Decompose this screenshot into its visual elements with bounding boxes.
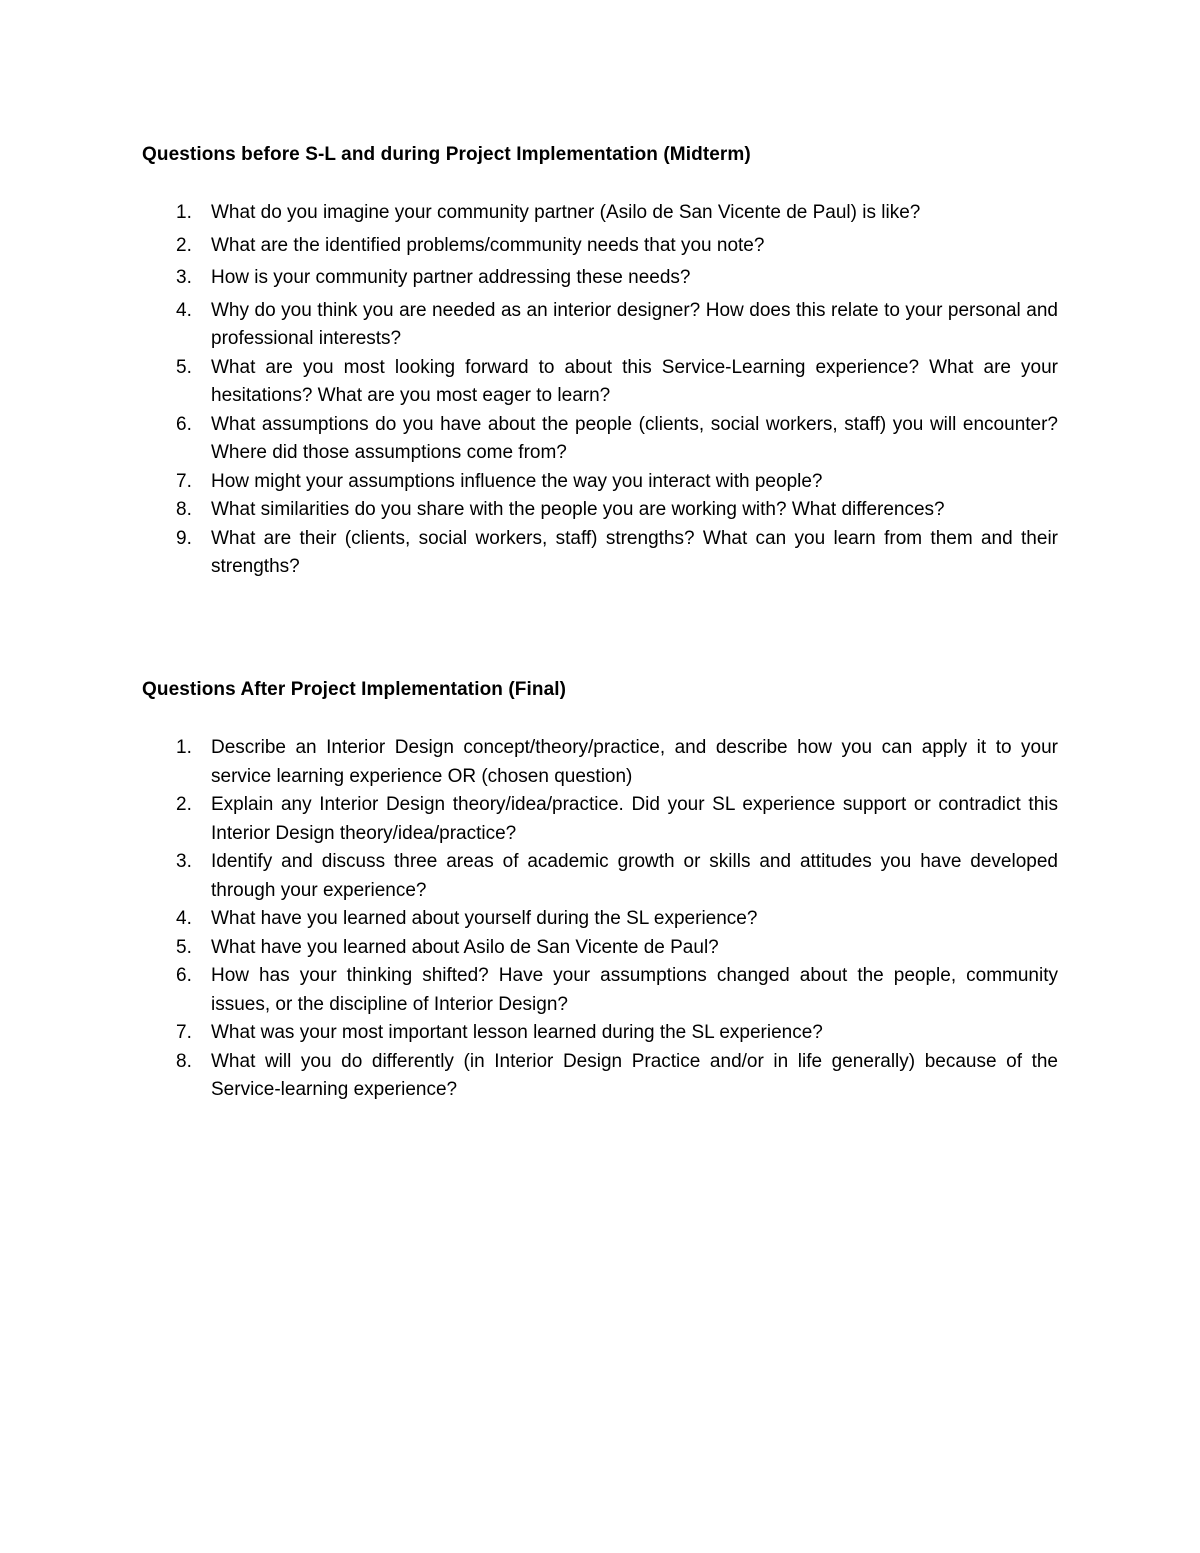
list-item-text: How might your assumptions influence the way you interact with people? bbox=[211, 470, 823, 492]
list-item-text: Why do you think you are needed as an interior designer? How does this relate to your personal and professional interests? bbox=[211, 299, 1058, 349]
list-item bbox=[142, 525, 1058, 582]
list-item-text: What have you learned about yourself during the SL experience? bbox=[211, 908, 758, 929]
list-item bbox=[142, 232, 1058, 261]
list-item-number: 5. bbox=[176, 936, 192, 958]
list-item bbox=[142, 934, 1058, 963]
list-item-text: What are you most looking forward to about this Service-Learning experience? What are your hesitations? What are you most eager to learn? bbox=[211, 356, 1058, 406]
final-questions-section bbox=[142, 677, 1058, 1105]
list-item-text: What are the identified problems/community needs that you note? bbox=[211, 234, 765, 256]
list-item bbox=[142, 354, 1058, 411]
list-item-text: What was your most important lesson learned during the SL experience? bbox=[211, 1022, 823, 1043]
final-heading: Questions After Project Implementation (Final) bbox=[142, 679, 567, 700]
list-item bbox=[142, 791, 1058, 848]
list-item-number: 8. bbox=[176, 1050, 192, 1072]
list-item bbox=[142, 1048, 1058, 1105]
list-item-text: Describe an Interior Design concept/theory/practice, and describe how you can apply it to your service learning experience OR (chosen question) bbox=[211, 737, 1058, 787]
list-item-number: 6. bbox=[176, 965, 192, 986]
list-item-number: 7. bbox=[176, 1022, 192, 1043]
list-item bbox=[142, 297, 1058, 354]
list-item-text: What will you do differently (in Interior Design Practice and/or in life generally) because of the Service-learning experience? bbox=[211, 1050, 1058, 1100]
list-item-text: What do you imagine your community partner (Asilo de San Vicente de Paul) is like? bbox=[211, 202, 921, 223]
list-item bbox=[142, 496, 1058, 525]
list-item bbox=[142, 468, 1058, 497]
list-item bbox=[142, 411, 1058, 468]
midterm-question-list bbox=[142, 199, 1058, 582]
list-item-number: 4. bbox=[176, 299, 192, 321]
final-question-list bbox=[142, 734, 1058, 1105]
list-item-text: How is your community partner addressing these needs? bbox=[211, 267, 691, 288]
list-item-number: 1. bbox=[176, 202, 192, 223]
list-item-text: What assumptions do you have about the people (clients, social workers, staff) you will encounter? Where did those assumptions come from? bbox=[211, 413, 1058, 463]
midterm-questions-section bbox=[142, 142, 1058, 582]
list-item-text: What are their (clients, social workers, staff) strengths? What can you learn from them and their strengths? bbox=[211, 527, 1058, 577]
list-item bbox=[142, 264, 1058, 293]
list-item-number: 9. bbox=[176, 527, 192, 549]
list-item-text: What similarities do you share with the people you are working with? What differences? bbox=[211, 499, 945, 520]
list-item-number: 3. bbox=[176, 851, 192, 872]
list-item-number: 1. bbox=[176, 737, 192, 758]
list-item-number: 5. bbox=[176, 356, 192, 378]
list-item-number: 6. bbox=[176, 413, 192, 435]
list-item-text: Explain any Interior Design theory/idea/practice. Did your SL experience support or contradict this Interior Design theory/idea/practice? bbox=[211, 794, 1058, 844]
list-item-number: 7. bbox=[176, 470, 192, 492]
list-item-text: Identify and discuss three areas of academic growth or skills and attitudes you have developed through your experience? bbox=[211, 851, 1058, 901]
list-item bbox=[142, 848, 1058, 905]
list-item bbox=[142, 199, 1058, 228]
list-item-number: 2. bbox=[176, 234, 192, 256]
list-item-number: 3. bbox=[176, 267, 192, 288]
list-item bbox=[142, 905, 1058, 934]
list-item-text: What have you learned about Asilo de San Vicente de Paul? bbox=[211, 936, 719, 958]
list-item-text: How has your thinking shifted? Have your assumptions changed about the people, community issues, or the discipline of Interior Design? bbox=[211, 965, 1058, 1015]
list-item bbox=[142, 1019, 1058, 1048]
list-item-number: 8. bbox=[176, 499, 192, 520]
list-item-number: 4. bbox=[176, 908, 192, 929]
list-item bbox=[142, 734, 1058, 791]
list-item-number: 2. bbox=[176, 794, 192, 815]
list-item bbox=[142, 962, 1058, 1019]
midterm-heading: Questions before S-L and during Project Implementation (Midterm) bbox=[142, 144, 751, 165]
